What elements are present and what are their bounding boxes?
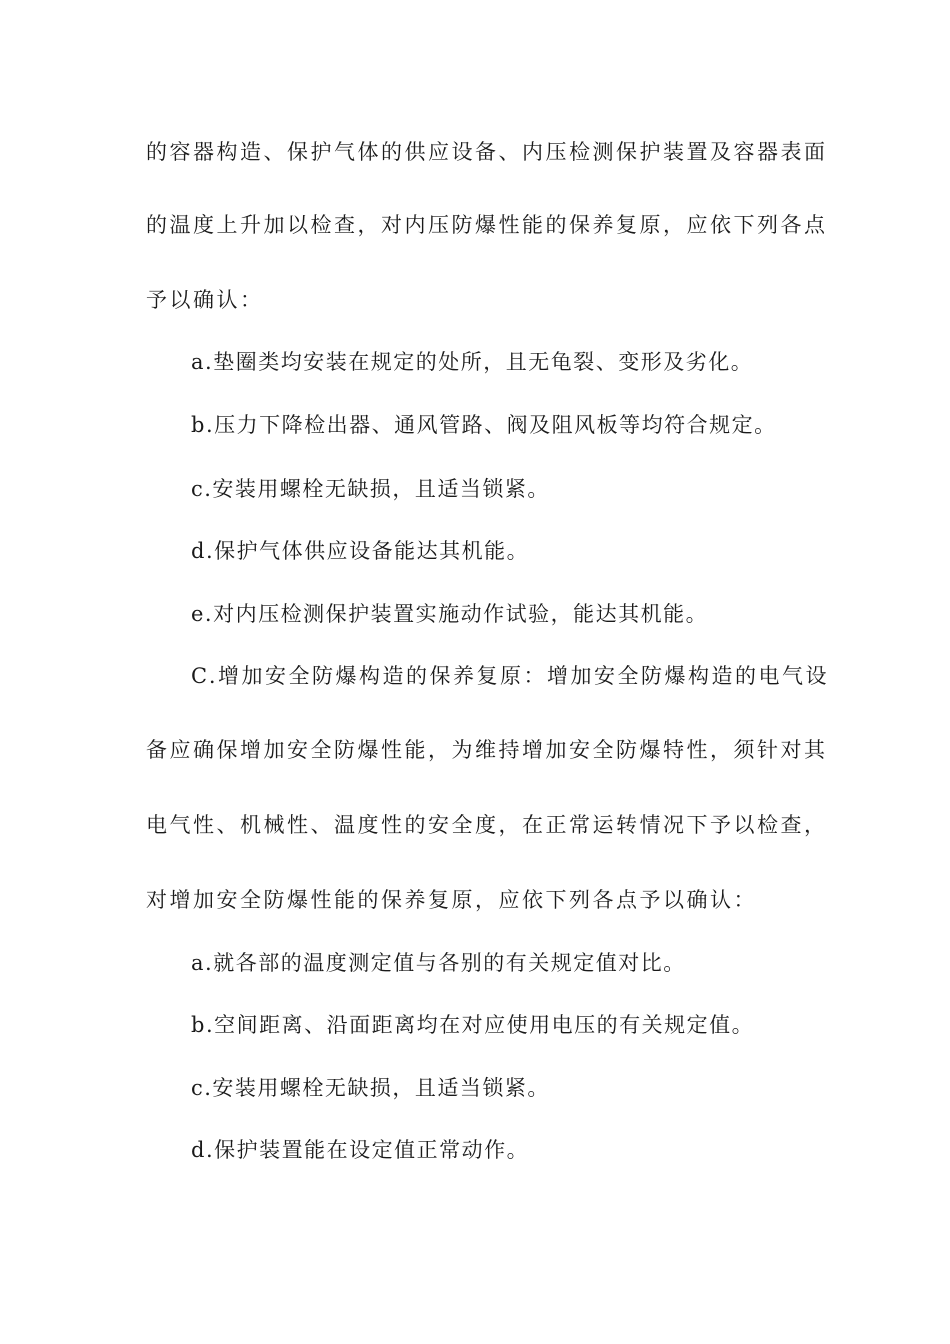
list-item: e.对内压检测保护装置实施动作试验，能达其机能。 <box>191 602 709 626</box>
paragraph-line: 的温度上升加以检查，对内压防爆性能的保养复原，应依下列各点 <box>146 213 828 237</box>
paragraph-line: 电气性、机械性、温度性的安全度，在正常运转情况下予以检查， <box>146 813 828 837</box>
paragraph-line: 对增加安全防爆性能的保养复原，应依下列各点予以确认： <box>146 888 757 912</box>
paragraph-line: 予以确认： <box>146 288 264 312</box>
list-item: b.空间距离、沿面距离均在对应使用电压的有关规定值。 <box>191 1013 755 1037</box>
list-item: c.安装用螺栓无缺损，且适当锁紧。 <box>191 1076 550 1100</box>
list-item: b.压力下降检出器、通风管路、阀及阻风板等均符合规定。 <box>191 413 777 437</box>
list-item: d.保护气体供应设备能达其机能。 <box>191 539 530 563</box>
list-item: c.安装用螺栓无缺损，且适当锁紧。 <box>191 477 550 501</box>
list-item: a.垫圈类均安装在规定的处所，且无龟裂、变形及劣化。 <box>191 350 754 374</box>
paragraph-line: 备应确保增加安全防爆性能，为维持增加安全防爆特性，须针对其 <box>146 738 828 762</box>
list-item: a.就各部的温度测定值与各别的有关规定值对比。 <box>191 951 686 975</box>
list-item: d.保护装置能在设定值正常动作。 <box>191 1138 530 1162</box>
section-heading-line: C.增加安全防爆构造的保养复原：增加安全防爆构造的电气设 <box>191 664 829 688</box>
paragraph-line: 的容器构造、保护气体的供应设备、内压检测保护装置及容器表面 <box>146 140 828 164</box>
